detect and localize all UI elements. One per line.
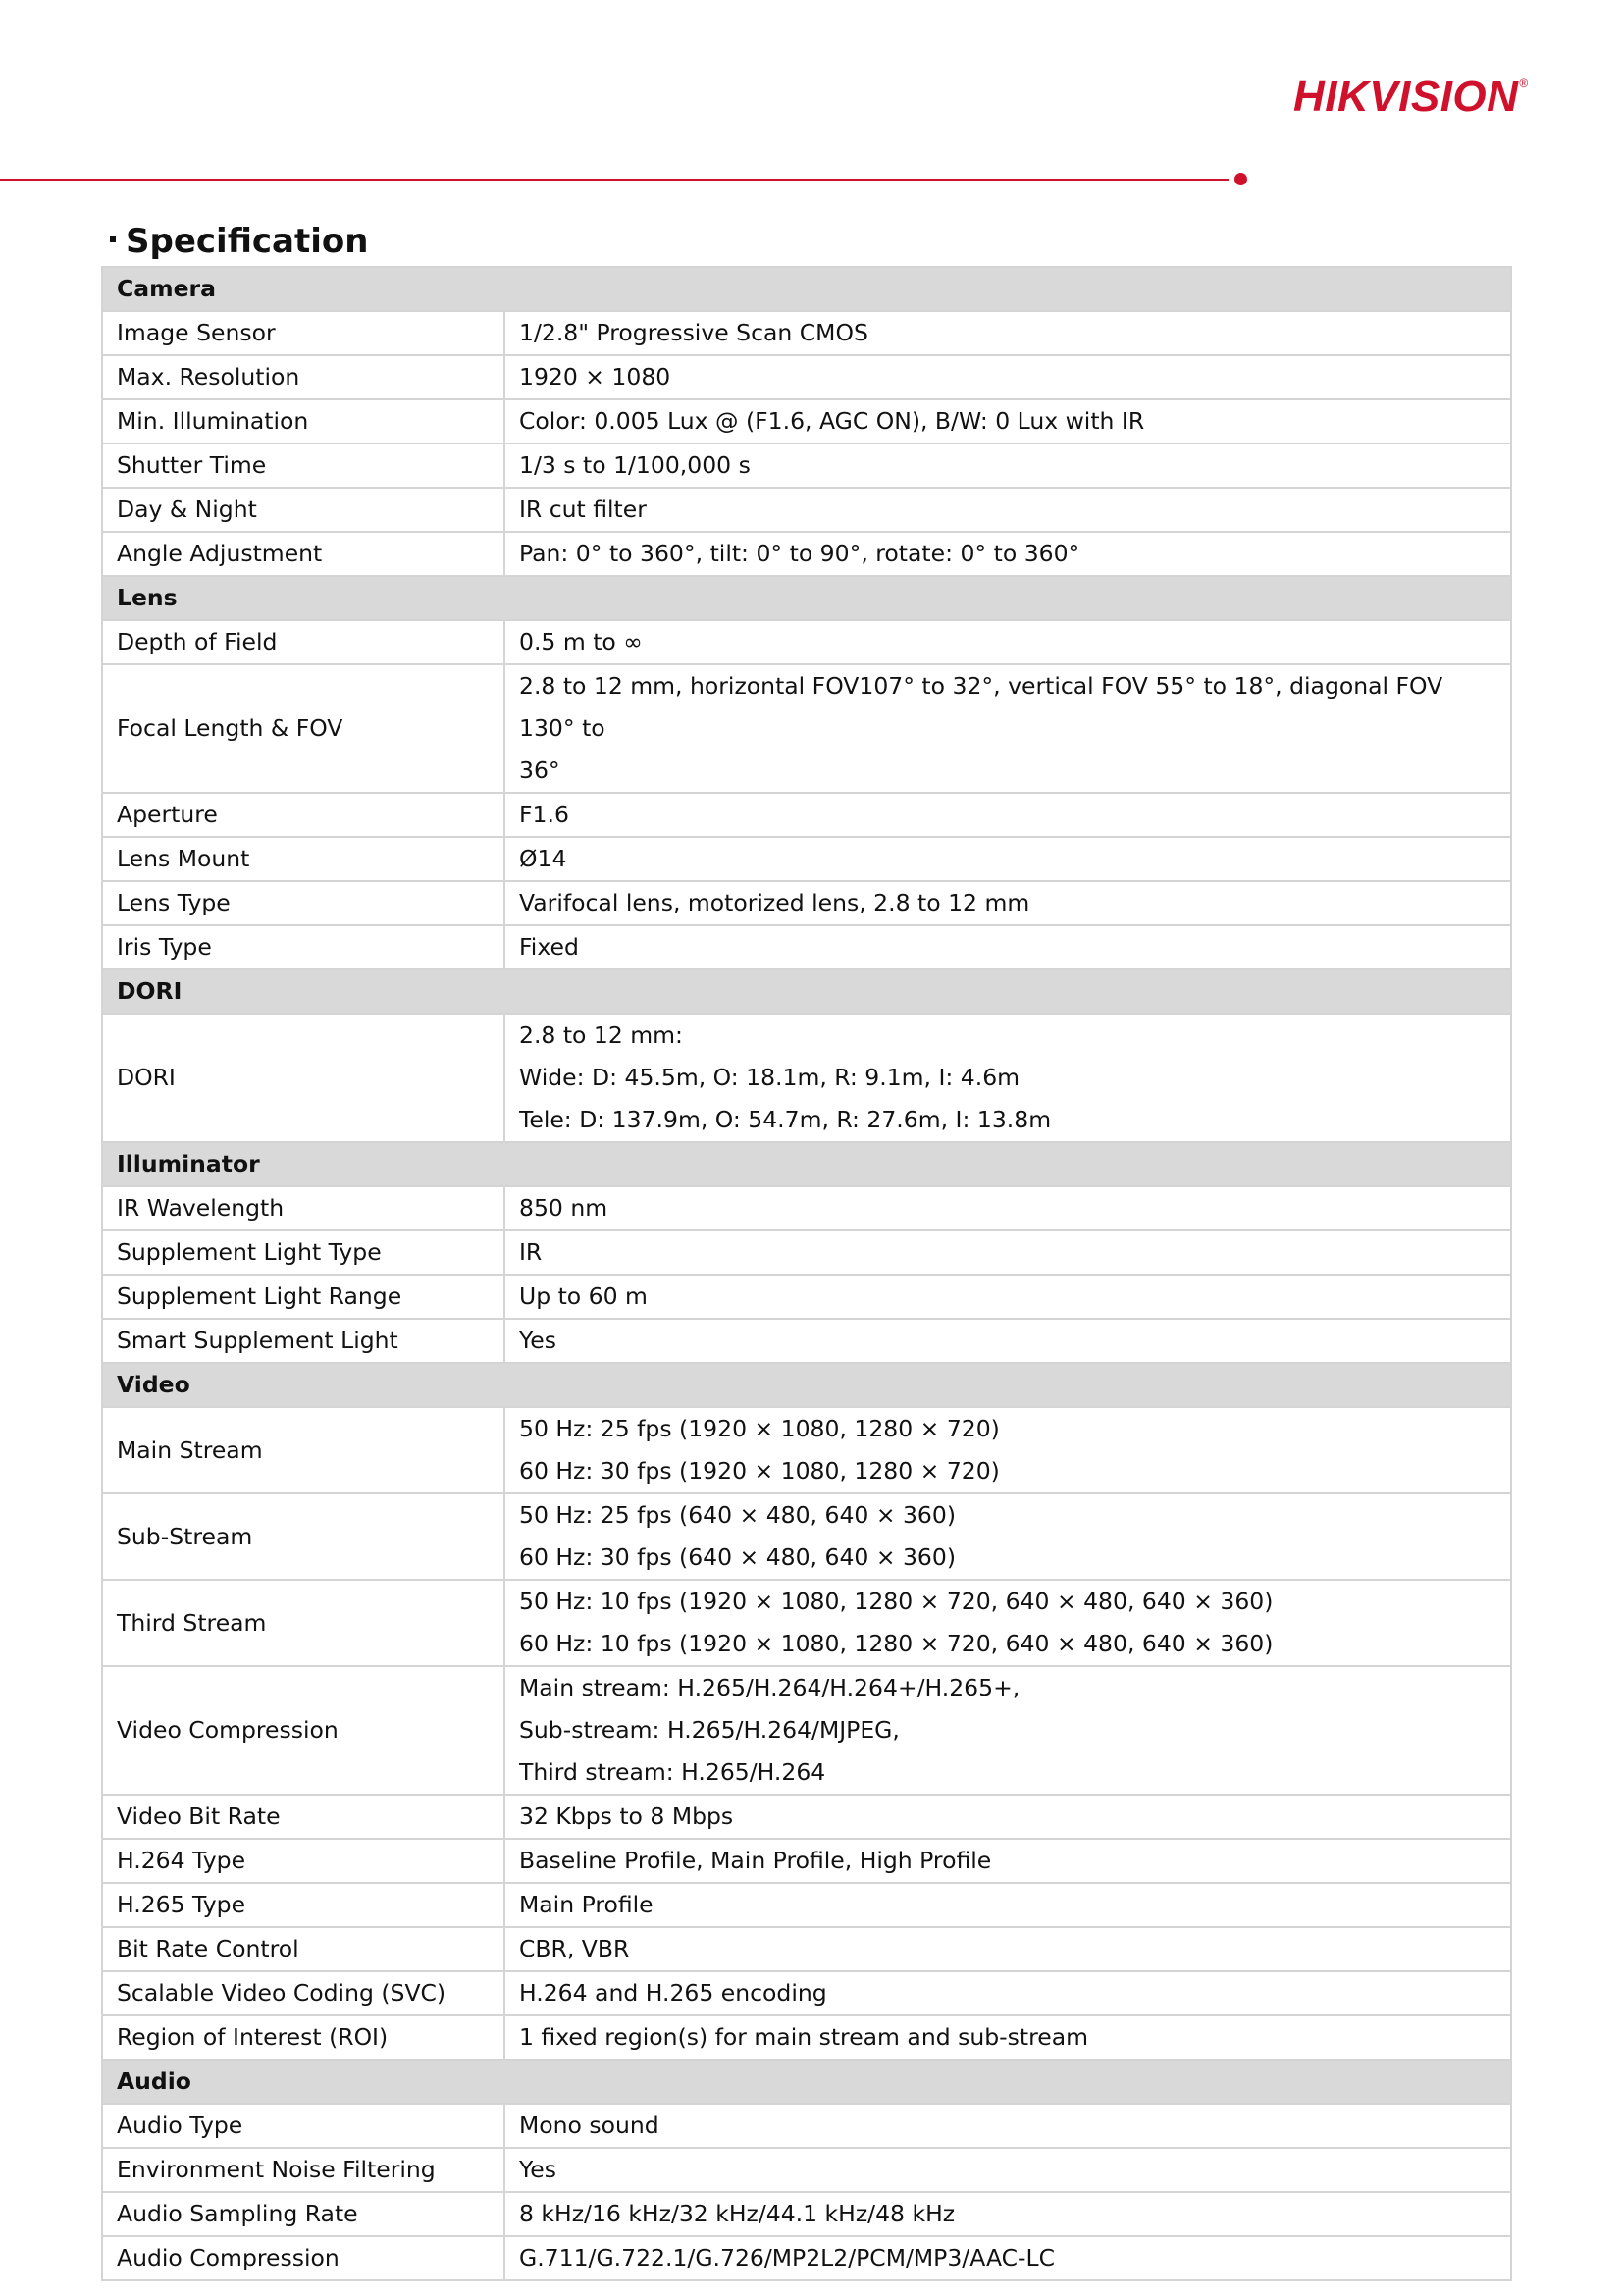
- spec-value: [504, 2104, 1511, 2148]
- spec-row: [102, 2015, 1511, 2060]
- spec-value: [504, 488, 1511, 532]
- spec-row: [102, 444, 1511, 488]
- spec-value-line: IR cut filter: [519, 496, 647, 523]
- spec-row: [102, 1407, 1511, 1493]
- spec-value-line: Yes: [519, 2156, 556, 2183]
- spec-label: Lens Type: [102, 881, 504, 925]
- category-heading: Audio: [102, 2060, 1511, 2104]
- spec-value: [504, 1319, 1511, 1363]
- spec-value: [504, 1666, 1511, 1795]
- spec-value: [504, 1230, 1511, 1275]
- spec-row: [102, 1971, 1511, 2015]
- spec-label: Video Compression: [102, 1666, 504, 1795]
- spec-value-line: 50 Hz: 25 fps (1920 × 1080, 1280 × 720): [519, 1415, 1000, 1442]
- spec-value: [504, 793, 1511, 837]
- spec-value-line: 60 Hz: 30 fps (640 × 480, 640 × 360): [519, 1543, 956, 1571]
- spec-label: Sub-Stream: [102, 1493, 504, 1580]
- spec-row: [102, 1839, 1511, 1883]
- logo-text: HIKVISION: [1293, 73, 1519, 121]
- spec-row: [102, 2104, 1511, 2148]
- spec-label: Smart Supplement Light: [102, 1319, 504, 1363]
- header-divider-dot: [1234, 173, 1247, 185]
- spec-row: [102, 1186, 1511, 1230]
- spec-row: [102, 793, 1511, 837]
- category-heading: Illuminator: [102, 1142, 1511, 1186]
- spec-value: [504, 925, 1511, 969]
- spec-label: Audio Sampling Rate: [102, 2192, 504, 2236]
- spec-label: Lens Mount: [102, 837, 504, 881]
- spec-value: [504, 1580, 1511, 1666]
- spec-value-line: Up to 60 m: [519, 1282, 648, 1310]
- category-heading: DORI: [102, 969, 1511, 1014]
- spec-value-line: Main Profile: [519, 1891, 654, 1918]
- spec-value: [504, 1275, 1511, 1319]
- spec-value: [504, 664, 1511, 793]
- spec-row: [102, 1275, 1511, 1319]
- spec-value: [504, 1014, 1511, 1142]
- spec-value-line: Tele: D: 137.9m, O: 54.7m, R: 27.6m, I: 13.8m: [519, 1106, 1052, 1133]
- spec-value-line: Baseline Profile, Main Profile, High Profile: [519, 1847, 992, 1874]
- spec-label: IR Wavelength: [102, 1186, 504, 1230]
- spec-value: [504, 881, 1511, 925]
- category-heading: Video: [102, 1363, 1511, 1407]
- spec-value: [504, 444, 1511, 488]
- spec-row: [102, 355, 1511, 399]
- spec-value: [504, 2015, 1511, 2060]
- spec-row: [102, 488, 1511, 532]
- spec-label: H.264 Type: [102, 1839, 504, 1883]
- spec-row: [102, 881, 1511, 925]
- spec-value-line: 1920 × 1080: [519, 363, 671, 391]
- spec-value-line: H.264 and H.265 encoding: [519, 1979, 827, 2007]
- spec-label: DORI: [102, 1014, 504, 1142]
- spec-label: Depth of Field: [102, 620, 504, 664]
- spec-label: Shutter Time: [102, 444, 504, 488]
- spec-value: [504, 2236, 1511, 2280]
- spec-row: [102, 1014, 1511, 1142]
- spec-value-line: IR: [519, 1238, 543, 1266]
- spec-value: [504, 311, 1511, 355]
- spec-value: [504, 399, 1511, 444]
- spec-value: [504, 1971, 1511, 2015]
- spec-value: [504, 1795, 1511, 1839]
- spec-value-line: 1/2.8" Progressive Scan CMOS: [519, 319, 868, 346]
- spec-label: Iris Type: [102, 925, 504, 969]
- spec-value-line: 32 Kbps to 8 Mbps: [519, 1802, 734, 1830]
- spec-row: [102, 1319, 1511, 1363]
- spec-value-line: Third stream: H.265/H.264: [519, 1758, 826, 1786]
- bullet-icon: [110, 236, 116, 242]
- spec-row: [102, 837, 1511, 881]
- spec-value-line: 1/3 s to 1/100,000 s: [519, 451, 751, 479]
- spec-label: Video Bit Rate: [102, 1795, 504, 1839]
- spec-value-line: 2.8 to 12 mm:: [519, 1021, 683, 1049]
- spec-label: Audio Compression: [102, 2236, 504, 2280]
- spec-value: [504, 1839, 1511, 1883]
- spec-value-line: Fixed: [519, 933, 579, 961]
- spec-value-line: Color: 0.005 Lux @ (F1.6, AGC ON), B/W: 0 Lux with IR: [519, 407, 1145, 435]
- spec-value-line: 50 Hz: 25 fps (640 × 480, 640 × 360): [519, 1501, 956, 1529]
- spec-label: Max. Resolution: [102, 355, 504, 399]
- spec-value-line: Wide: D: 45.5m, O: 18.1m, R: 9.1m, I: 4.6m: [519, 1064, 1021, 1091]
- spec-value: [504, 837, 1511, 881]
- spec-label: Main Stream: [102, 1407, 504, 1493]
- spec-row: [102, 925, 1511, 969]
- category-heading: Camera: [102, 267, 1511, 311]
- category-row: [102, 969, 1511, 1014]
- spec-value-line: 36°: [519, 757, 560, 784]
- spec-label: Scalable Video Coding (SVC): [102, 1971, 504, 2015]
- spec-value-line: 850 nm: [519, 1194, 608, 1222]
- spec-label: Min. Illumination: [102, 399, 504, 444]
- category-row: [102, 1142, 1511, 1186]
- spec-value: [504, 1407, 1511, 1493]
- spec-value: [504, 1186, 1511, 1230]
- spec-label: Day & Night: [102, 488, 504, 532]
- spec-value-line: Varifocal lens, motorized lens, 2.8 to 12 mm: [519, 889, 1030, 916]
- spec-value-line: 1 fixed region(s) for main stream and sub-stream: [519, 2023, 1088, 2051]
- spec-value-line: G.711/G.722.1/G.726/MP2L2/PCM/MP3/AAC-LC: [519, 2244, 1056, 2271]
- spec-row: [102, 532, 1511, 576]
- section-title: [110, 222, 368, 261]
- spec-label: Audio Type: [102, 2104, 504, 2148]
- spec-label: Focal Length & FOV: [102, 664, 504, 793]
- spec-value: [504, 355, 1511, 399]
- specification-table: [101, 266, 1512, 2281]
- spec-value-line: Main stream: H.265/H.264/H.264+/H.265+,: [519, 1674, 1021, 1701]
- spec-value-line: 8 kHz/16 kHz/32 kHz/44.1 kHz/48 kHz: [519, 2200, 956, 2227]
- spec-row: [102, 1883, 1511, 1927]
- spec-row: [102, 399, 1511, 444]
- category-heading: Lens: [102, 576, 1511, 620]
- spec-value: [504, 1493, 1511, 1580]
- spec-row: [102, 2236, 1511, 2280]
- spec-row: [102, 311, 1511, 355]
- spec-value-line: 50 Hz: 10 fps (1920 × 1080, 1280 × 720, 640 × 480, 640 × 360): [519, 1588, 1274, 1615]
- spec-label: Angle Adjustment: [102, 532, 504, 576]
- category-row: [102, 576, 1511, 620]
- spec-value-line: 2.8 to 12 mm, horizontal FOV107° to 32°, vertical FOV 55° to 18°, diagonal FOV 130° to: [519, 672, 1443, 742]
- spec-value: [504, 2148, 1511, 2192]
- spec-label: Region of Interest (ROI): [102, 2015, 504, 2060]
- spec-row: [102, 620, 1511, 664]
- spec-label: Environment Noise Filtering: [102, 2148, 504, 2192]
- spec-value: [504, 532, 1511, 576]
- spec-value-line: Sub-stream: H.265/H.264/MJPEG,: [519, 1716, 900, 1744]
- spec-row: [102, 1666, 1511, 1795]
- category-row: [102, 267, 1511, 311]
- spec-row: [102, 2148, 1511, 2192]
- header-divider-line: [0, 179, 1229, 181]
- hikvision-logo: [1293, 73, 1529, 122]
- spec-row: [102, 1580, 1511, 1666]
- spec-label: Image Sensor: [102, 311, 504, 355]
- spec-label: Supplement Light Type: [102, 1230, 504, 1275]
- registered-mark: ®: [1519, 77, 1529, 90]
- spec-row: [102, 1927, 1511, 1971]
- spec-label: Bit Rate Control: [102, 1927, 504, 1971]
- spec-label: Third Stream: [102, 1580, 504, 1666]
- spec-label: Supplement Light Range: [102, 1275, 504, 1319]
- spec-value-line: Ø14: [519, 845, 567, 872]
- section-title-text: Specification: [126, 222, 369, 261]
- spec-value-line: 0.5 m to ∞: [519, 628, 643, 655]
- spec-value: [504, 620, 1511, 664]
- spec-value-line: CBR, VBR: [519, 1935, 630, 1962]
- spec-value-line: Yes: [519, 1327, 556, 1354]
- spec-value-line: 60 Hz: 30 fps (1920 × 1080, 1280 × 720): [519, 1457, 1000, 1485]
- spec-value: [504, 1927, 1511, 1971]
- spec-label: H.265 Type: [102, 1883, 504, 1927]
- spec-value-line: 60 Hz: 10 fps (1920 × 1080, 1280 × 720, 640 × 480, 640 × 360): [519, 1630, 1274, 1657]
- category-row: [102, 1363, 1511, 1407]
- spec-row: [102, 1493, 1511, 1580]
- spec-row: [102, 1795, 1511, 1839]
- spec-row: [102, 2192, 1511, 2236]
- spec-value-line: Pan: 0° to 360°, tilt: 0° to 90°, rotate: 0° to 360°: [519, 540, 1080, 567]
- spec-value-line: F1.6: [519, 801, 569, 828]
- category-row: [102, 2060, 1511, 2104]
- spec-value-line: Mono sound: [519, 2112, 659, 2139]
- spec-label: Aperture: [102, 793, 504, 837]
- spec-row: [102, 1230, 1511, 1275]
- spec-value: [504, 1883, 1511, 1927]
- spec-value: [504, 2192, 1511, 2236]
- spec-row: [102, 664, 1511, 793]
